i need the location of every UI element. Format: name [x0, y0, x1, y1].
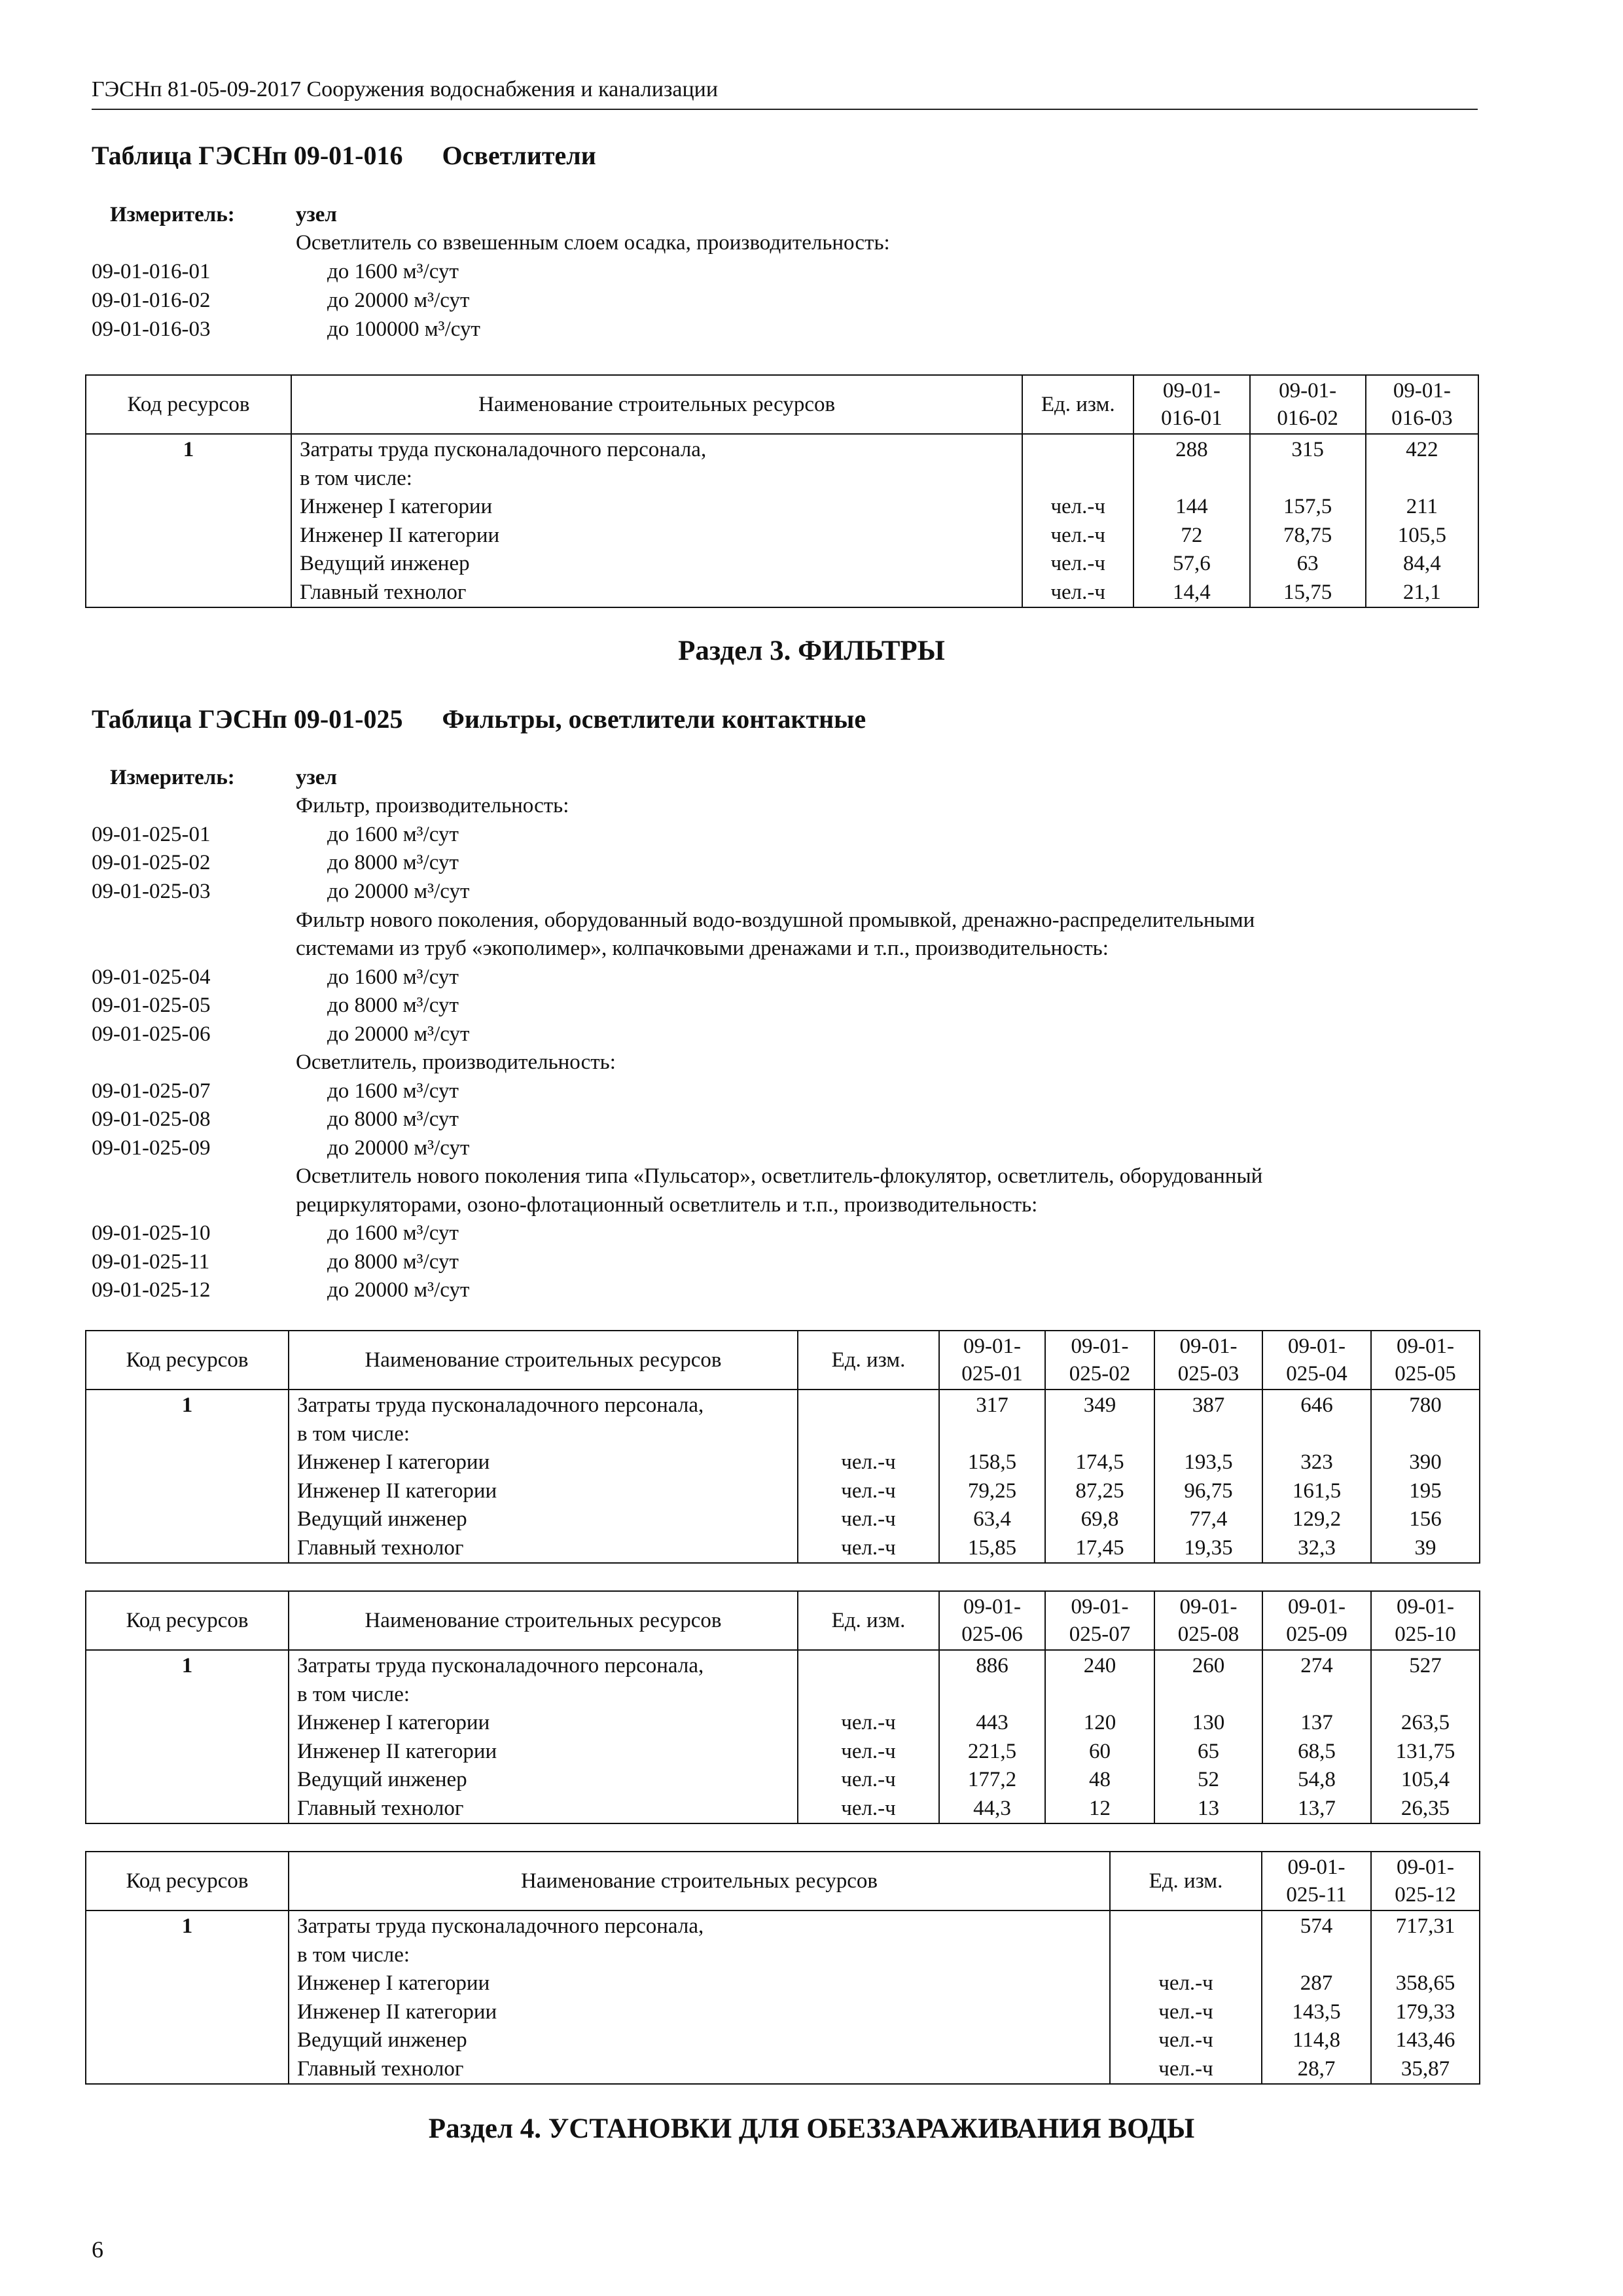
- resource-value: 158,5: [967, 1450, 1017, 1474]
- resource-value: 143,46: [1395, 2028, 1455, 2052]
- resource-unit: чел.-ч: [841, 1711, 896, 1734]
- resource-name: Инженер I категории: [297, 1711, 490, 1734]
- col-header-code: Код ресурсов: [86, 1852, 289, 1910]
- cell-values: [1262, 1650, 1371, 1823]
- cell-names: [289, 1650, 798, 1823]
- item-text: до 20000 м³/сут: [327, 1278, 470, 1302]
- resource-value: 193,5: [1184, 1450, 1233, 1474]
- cell-code: [86, 1390, 289, 1563]
- col-header-norm-line1: 09-01-: [1179, 1335, 1238, 1358]
- col-header-norm-line2: 025-04: [1286, 1362, 1347, 1386]
- resource-value: 287: [1300, 1971, 1333, 1995]
- item-code: 09-01-016-02: [92, 289, 211, 312]
- col-header-norm-line1: 09-01-: [1162, 379, 1221, 403]
- resource-value: 17,45: [1075, 1535, 1124, 1560]
- resource-unit: [798, 1652, 938, 1681]
- col-header-norm: [1262, 1591, 1371, 1650]
- item-code: 09-01-025-02: [92, 851, 211, 874]
- cell-units: [798, 1390, 939, 1563]
- col-header-norm: [1371, 1331, 1480, 1390]
- item-text: до 20000 м³/сут: [327, 289, 470, 312]
- col-header-norm-line1: 09-01-: [1397, 1595, 1454, 1619]
- resource-value: 646: [1300, 1393, 1333, 1417]
- resource-table: [85, 1851, 1480, 2085]
- resource-value: 179,33: [1395, 2000, 1455, 2024]
- running-header: ГЭСНп 81-05-09-2017 Сооружения водоснабжения и канализации: [92, 77, 719, 101]
- cell-values: [939, 1390, 1045, 1563]
- col-header-unit: Ед. изм.: [1110, 1852, 1262, 1910]
- item-code: 09-01-025-09: [92, 1136, 211, 1160]
- resource-name: Инженер I категории: [297, 1450, 490, 1474]
- col-header-unit: Ед. изм.: [798, 1331, 939, 1390]
- resource-value: 84,4: [1403, 552, 1441, 575]
- resource-name: Инженер II категории: [299, 523, 500, 547]
- cell-names: [289, 1390, 798, 1563]
- resource-unit: чел.-ч: [841, 1535, 896, 1560]
- resource-value: 422: [1406, 438, 1438, 461]
- resource-name: в том числе:: [297, 1943, 410, 1967]
- resource-name: Затраты труда пусконаладочного персонала,: [297, 1654, 704, 1677]
- resource-value: 60: [1089, 1739, 1111, 1763]
- cell-values: [1371, 1390, 1480, 1563]
- measure-unit: узел: [296, 766, 337, 789]
- col-header-norm-line2: 025-03: [1177, 1362, 1240, 1386]
- resource-table: [85, 374, 1479, 608]
- item-code: 09-01-025-05: [92, 994, 211, 1017]
- item-code: 09-01-025-07: [92, 1079, 211, 1103]
- item-code: 09-01-025-12: [92, 1278, 211, 1302]
- header-rule: [92, 109, 1478, 110]
- resource-unit: чел.-ч: [1158, 2028, 1213, 2052]
- item-text: до 20000 м³/сут: [327, 1136, 470, 1160]
- resource-value: 137: [1300, 1711, 1333, 1734]
- resource-name: Инженер II категории: [297, 1479, 497, 1503]
- table-title: [92, 140, 596, 171]
- resource-value: [1046, 1681, 1154, 1710]
- resource-unit: [798, 1681, 938, 1710]
- item-text: до 1600 м³/сут: [327, 1079, 459, 1103]
- col-header-norm-line1: 09-01-: [963, 1595, 1021, 1619]
- resource-value: 48: [1089, 1768, 1111, 1791]
- resource-value: 79,25: [967, 1479, 1017, 1503]
- resource-name: в том числе:: [297, 1682, 410, 1706]
- col-header-norm-line1: 09-01-: [1393, 379, 1451, 403]
- resource-name: Затраты труда пусконаладочного персонала,: [297, 1393, 704, 1417]
- page-number: 6: [92, 2236, 103, 2263]
- resource-name: Затраты труда пусконаладочного персонала,: [299, 438, 707, 461]
- item-code: 09-01-016-01: [92, 260, 211, 283]
- col-header-norm-line1: 09-01-: [1397, 1856, 1454, 1879]
- col-header-norm: [1250, 375, 1366, 434]
- resource-value: 323: [1300, 1450, 1333, 1474]
- item-text: до 1600 м³/сут: [327, 965, 459, 989]
- col-header-norm: [1045, 1591, 1154, 1650]
- resource-value: 69,8: [1080, 1507, 1119, 1531]
- item-text: до 1600 м³/сут: [327, 823, 459, 846]
- resource-value: 57,6: [1173, 552, 1211, 575]
- resource-value: 52: [1198, 1768, 1219, 1791]
- col-header-norm: [1154, 1591, 1262, 1650]
- resource-table: [85, 1330, 1480, 1564]
- resource-unit: чел.-ч: [841, 1507, 896, 1531]
- resource-value: 13,7: [1298, 1796, 1336, 1820]
- resource-value: [1046, 1420, 1154, 1449]
- resource-name: Инженер I категории: [297, 1971, 490, 1995]
- resource-name: Инженер II категории: [297, 2000, 497, 2024]
- resource-value: 105,4: [1400, 1768, 1450, 1791]
- cell-values: [1133, 434, 1249, 607]
- resource-value: 131,75: [1395, 1739, 1455, 1763]
- resource-value: 13: [1198, 1796, 1219, 1820]
- resource-unit: чел.-ч: [841, 1479, 896, 1503]
- col-header-unit: Ед. изм.: [1022, 375, 1133, 434]
- resource-value: 358,65: [1395, 1971, 1455, 1995]
- section-heading: Раздел 3. ФИЛЬТРЫ: [678, 636, 945, 666]
- measure-unit: узел: [296, 203, 337, 226]
- resource-value: 32,3: [1298, 1535, 1336, 1560]
- resource-unit: [798, 1391, 938, 1420]
- measure-label: Измеритель:: [110, 766, 235, 789]
- resource-name: Затраты труда пусконаладочного персонала,: [297, 1914, 704, 1938]
- item-code: 09-01-025-01: [92, 823, 211, 846]
- resource-value: 39: [1414, 1535, 1436, 1560]
- col-header-norm-line1: 09-01-: [1071, 1335, 1129, 1358]
- resource-value: 317: [976, 1393, 1008, 1417]
- cell-values: [1262, 1910, 1371, 2084]
- cell-values: [1154, 1390, 1262, 1563]
- col-header-norm-line2: 025-06: [961, 1623, 1023, 1646]
- item-text: до 20000 м³/сут: [327, 880, 470, 903]
- resource-value: 274: [1300, 1654, 1333, 1677]
- resource-name: Ведущий инженер: [297, 1768, 467, 1791]
- resource-unit: чел.-ч: [841, 1768, 896, 1791]
- resource-name: Главный технолог: [297, 1535, 464, 1560]
- col-header-norm: [1262, 1852, 1371, 1910]
- resource-value: 65: [1198, 1739, 1219, 1763]
- resource-unit: чел.-ч: [1050, 523, 1105, 547]
- resource-unit: [1111, 1941, 1261, 1970]
- item-text: до 8000 м³/сут: [327, 994, 459, 1017]
- cell-names: [289, 1910, 1110, 2084]
- resource-unit: чел.-ч: [1158, 2000, 1213, 2024]
- resource-value: 96,75: [1184, 1479, 1233, 1503]
- cell-values: [1371, 1910, 1480, 2084]
- col-header-norm-line1: 09-01-: [963, 1335, 1021, 1358]
- resource-value: 129,2: [1292, 1507, 1342, 1531]
- resource-value: 77,4: [1189, 1507, 1228, 1531]
- table-title-prefix: Таблица ГЭСНп 09-01-016: [92, 141, 403, 170]
- col-header-norm-line2: 016-03: [1391, 406, 1453, 430]
- cell-code: [86, 434, 291, 607]
- col-header-code: Код ресурсов: [86, 1331, 289, 1390]
- item-code: 09-01-025-06: [92, 1022, 211, 1046]
- cell-units: [1110, 1910, 1262, 2084]
- resource-value: 28,7: [1297, 2056, 1336, 2081]
- col-header-norm: [1154, 1331, 1262, 1390]
- cell-values: [1045, 1390, 1154, 1563]
- resource-unit: [1023, 465, 1133, 493]
- resource-value: 443: [976, 1711, 1008, 1734]
- group-title: Осветлитель нового поколения типа «Пульсатор», осветлитель-флокулятор, осветлитель, оборудованный: [296, 1164, 1263, 1188]
- resource-value: 390: [1409, 1450, 1442, 1474]
- col-header-norm-line2: 016-01: [1161, 406, 1222, 430]
- resource-value: 120: [1083, 1711, 1116, 1734]
- col-header-norm: [1371, 1591, 1480, 1650]
- cell-names: [291, 434, 1022, 607]
- cell-units: [798, 1650, 939, 1823]
- resource-value: 21,1: [1403, 580, 1441, 604]
- resource-value: 105,5: [1397, 523, 1446, 547]
- item-text: до 8000 м³/сут: [327, 1250, 459, 1274]
- col-header-norm: [939, 1591, 1045, 1650]
- row-code: 1: [183, 438, 194, 461]
- col-header-norm-line2: 016-02: [1277, 406, 1338, 430]
- row-code: 1: [181, 1393, 193, 1417]
- resource-unit: чел.-ч: [1050, 495, 1105, 518]
- resource-value: 35,87: [1400, 2056, 1450, 2081]
- item-text: до 8000 м³/сут: [327, 851, 459, 874]
- group-title: Фильтр нового поколения, оборудованный водо-воздушной промывкой, дренажно-распределительными: [296, 908, 1255, 932]
- resource-value: 288: [1175, 438, 1208, 461]
- col-header-norm-line2: 025-08: [1177, 1623, 1240, 1646]
- resource-value: [1251, 465, 1365, 493]
- resource-unit: чел.-ч: [1158, 1971, 1213, 1995]
- resource-value: 174,5: [1075, 1450, 1124, 1474]
- col-header-name: Наименование строительных ресурсов: [289, 1591, 798, 1650]
- resource-value: 211: [1406, 495, 1438, 518]
- cell-code: [86, 1650, 289, 1823]
- row-code: 1: [181, 1914, 193, 1938]
- resource-unit: [1023, 436, 1133, 465]
- resource-name: Инженер II категории: [297, 1739, 497, 1763]
- col-header-norm-line1: 09-01-: [1279, 379, 1337, 403]
- resource-value: [1372, 1681, 1479, 1710]
- resource-value: 195: [1409, 1479, 1442, 1503]
- resource-name: Инженер I категории: [299, 495, 493, 518]
- item-code: 09-01-025-04: [92, 965, 211, 989]
- table-title-name: Фильтры, осветлители контактные: [442, 704, 866, 734]
- col-header-norm-line1: 09-01-: [1071, 1595, 1129, 1619]
- section-heading: Раздел 4. УСТАНОВКИ ДЛЯ ОБЕЗЗАРАЖИВАНИЯ ВОДЫ: [428, 2113, 1195, 2144]
- resource-value: 260: [1192, 1654, 1225, 1677]
- item-code: 09-01-025-11: [92, 1250, 210, 1274]
- col-header-norm: [1133, 375, 1249, 434]
- resource-name: Ведущий инженер: [299, 552, 470, 575]
- resource-value: 240: [1083, 1654, 1116, 1677]
- col-header-norm-line1: 09-01-: [1179, 1595, 1238, 1619]
- group-title: рециркуляторами, озоно-флотационный осветлитель и т.п., производительность:: [296, 1193, 1038, 1217]
- resource-value: 177,2: [967, 1768, 1017, 1791]
- table-title: [92, 704, 866, 734]
- resource-value: 78,75: [1283, 523, 1332, 547]
- resource-name: в том числе:: [299, 466, 412, 490]
- cell-values: [939, 1650, 1045, 1823]
- item-text: до 100000 м³/сут: [327, 317, 480, 341]
- resource-value: 63,4: [973, 1507, 1011, 1531]
- resource-unit: чел.-ч: [841, 1450, 896, 1474]
- resource-value: 349: [1083, 1393, 1116, 1417]
- resource-value: [1372, 1941, 1479, 1970]
- resource-value: 527: [1409, 1654, 1442, 1677]
- resource-value: 72: [1181, 523, 1203, 547]
- col-header-norm: [939, 1331, 1045, 1390]
- resource-table: [85, 1590, 1480, 1824]
- resource-unit: чел.-ч: [1050, 580, 1105, 604]
- resource-value: [940, 1420, 1044, 1449]
- resource-value: 780: [1409, 1393, 1442, 1417]
- item-text: до 1600 м³/сут: [327, 260, 459, 283]
- cell-units: [1022, 434, 1133, 607]
- col-header-norm-line2: 025-01: [961, 1362, 1023, 1386]
- resource-value: 14,4: [1173, 580, 1211, 604]
- table-title-prefix: Таблица ГЭСНп 09-01-025: [92, 704, 403, 734]
- resource-value: [1262, 1941, 1370, 1970]
- resource-value: 144: [1175, 495, 1208, 518]
- cell-code: [86, 1910, 289, 2084]
- table-title-name: Осветлители: [442, 141, 596, 170]
- resource-unit: чел.-ч: [841, 1796, 896, 1820]
- col-header-norm-line1: 09-01-: [1288, 1335, 1346, 1358]
- resource-value: 221,5: [967, 1739, 1017, 1763]
- measure-label: Измеритель:: [110, 203, 235, 226]
- resource-value: 19,35: [1184, 1535, 1233, 1560]
- resource-value: 87,25: [1075, 1479, 1124, 1503]
- resource-value: 717,31: [1395, 1914, 1455, 1938]
- col-header-unit: Ед. изм.: [798, 1591, 939, 1650]
- resource-value: [1134, 465, 1249, 493]
- cell-values: [1366, 434, 1478, 607]
- group-title: Фильтр, производительность:: [296, 794, 569, 817]
- resource-value: 44,3: [973, 1796, 1011, 1820]
- resource-value: 68,5: [1298, 1739, 1336, 1763]
- item-text: до 1600 м³/сут: [327, 1221, 459, 1245]
- resource-value: 157,5: [1283, 495, 1332, 518]
- group-title: системами из труб «экополимер», колпачковыми дренажами и т.п., производительность:: [296, 937, 1109, 960]
- col-header-name: Наименование строительных ресурсов: [289, 1331, 798, 1390]
- resource-unit: [1111, 1912, 1261, 1941]
- resource-value: 15,75: [1283, 580, 1332, 604]
- resource-value: [1263, 1681, 1370, 1710]
- resource-value: 315: [1291, 438, 1324, 461]
- resource-value: 12: [1089, 1796, 1111, 1820]
- col-header-norm: [1045, 1331, 1154, 1390]
- resource-value: 886: [976, 1654, 1008, 1677]
- row-code: 1: [181, 1654, 193, 1677]
- resource-value: 130: [1192, 1711, 1225, 1734]
- col-header-norm-line1: 09-01-: [1397, 1335, 1454, 1358]
- resource-name: Главный технолог: [297, 1796, 464, 1820]
- col-header-norm-line2: 025-02: [1069, 1362, 1131, 1386]
- col-header-name: Наименование строительных ресурсов: [289, 1852, 1110, 1910]
- resource-value: [1263, 1420, 1370, 1449]
- resource-name: Ведущий инженер: [297, 2028, 467, 2052]
- resource-value: 26,35: [1400, 1796, 1450, 1820]
- resource-value: 15,85: [967, 1535, 1017, 1560]
- item-code: 09-01-016-03: [92, 317, 211, 341]
- col-header-name: Наименование строительных ресурсов: [291, 375, 1022, 434]
- resource-value: [1366, 465, 1478, 493]
- resource-value: [1155, 1420, 1262, 1449]
- cell-values: [1262, 1390, 1371, 1563]
- item-code: 09-01-025-08: [92, 1107, 211, 1131]
- item-text: до 20000 м³/сут: [327, 1022, 470, 1046]
- item-text: до 8000 м³/сут: [327, 1107, 459, 1131]
- resource-name: Ведущий инженер: [297, 1507, 467, 1531]
- cell-values: [1371, 1650, 1480, 1823]
- group-title: Осветлитель со взвешенным слоем осадка, производительность:: [296, 231, 890, 255]
- item-code: 09-01-025-03: [92, 880, 211, 903]
- col-header-norm-line2: 025-11: [1286, 1883, 1347, 1907]
- resource-value: 114,8: [1292, 2028, 1341, 2052]
- col-header-norm: [1262, 1331, 1371, 1390]
- resource-value: 156: [1409, 1507, 1442, 1531]
- col-header-norm-line1: 09-01-: [1288, 1595, 1346, 1619]
- col-header-norm-line2: 025-12: [1395, 1883, 1456, 1907]
- resource-value: [940, 1681, 1044, 1710]
- resource-value: 54,8: [1298, 1768, 1336, 1791]
- col-header-norm-line2: 025-09: [1286, 1623, 1347, 1646]
- col-header-norm-line1: 09-01-: [1287, 1856, 1346, 1879]
- col-header-norm: [1366, 375, 1478, 434]
- col-header-norm-line2: 025-07: [1069, 1623, 1131, 1646]
- resource-value: [1155, 1681, 1262, 1710]
- resource-unit: чел.-ч: [1158, 2056, 1213, 2081]
- resource-value: 63: [1296, 552, 1319, 575]
- resource-value: 161,5: [1292, 1479, 1342, 1503]
- col-header-norm-line2: 025-05: [1395, 1362, 1456, 1386]
- group-title: Осветлитель, производительность:: [296, 1050, 616, 1074]
- resource-value: 263,5: [1400, 1711, 1450, 1734]
- col-header-norm-line2: 025-10: [1395, 1623, 1456, 1646]
- cell-values: [1250, 434, 1366, 607]
- resource-name: Главный технолог: [297, 2056, 464, 2081]
- col-header-code: Код ресурсов: [86, 1591, 289, 1650]
- resource-unit: [798, 1420, 938, 1449]
- resource-value: 574: [1300, 1914, 1333, 1938]
- resource-value: 387: [1192, 1393, 1225, 1417]
- resource-unit: чел.-ч: [1050, 552, 1105, 575]
- col-header-code: Код ресурсов: [86, 375, 291, 434]
- resource-name: Главный технолог: [299, 580, 467, 604]
- resource-value: [1372, 1420, 1479, 1449]
- cell-values: [1045, 1650, 1154, 1823]
- col-header-norm: [1371, 1852, 1480, 1910]
- item-code: 09-01-025-10: [92, 1221, 211, 1245]
- cell-values: [1154, 1650, 1262, 1823]
- resource-value: 143,5: [1292, 2000, 1341, 2024]
- resource-unit: чел.-ч: [841, 1739, 896, 1763]
- resource-name: в том числе:: [297, 1422, 410, 1446]
